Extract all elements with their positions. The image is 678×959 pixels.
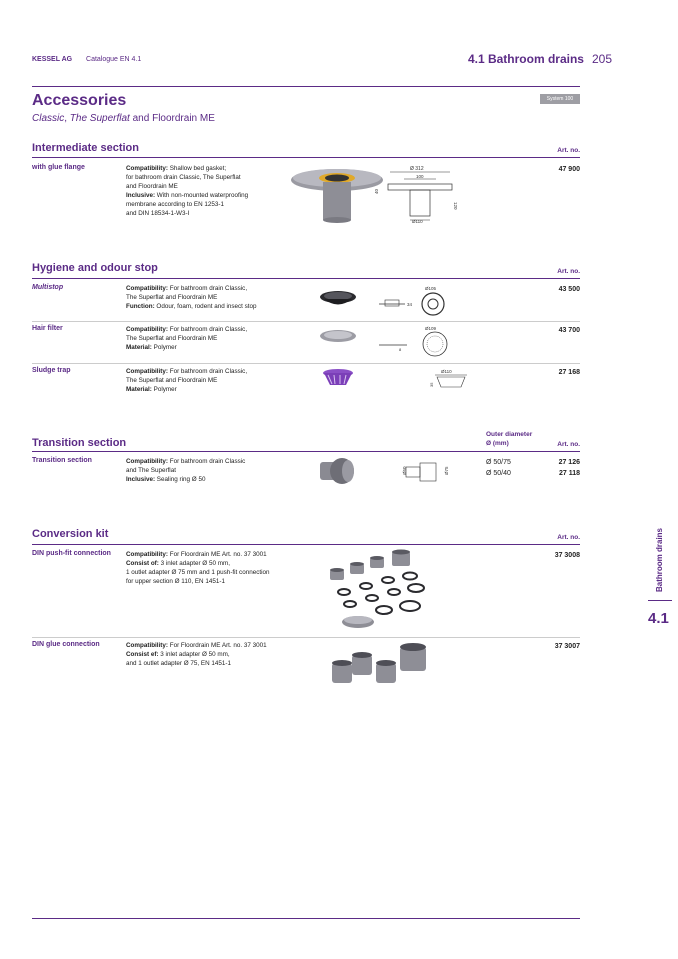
desc-line: for bathroom drain Classic, The Superflat: [126, 174, 241, 181]
product-name: Hair filter: [32, 325, 63, 332]
sludge-trap-photo: [320, 367, 356, 389]
product-name: Sludge trap: [32, 367, 71, 374]
product-name: Transition section: [32, 457, 92, 464]
desc-line: Consist of: 3 inlet adapter Ø 50 mm,: [126, 560, 230, 567]
section-header-transition: [32, 424, 580, 452]
catalogue-label: Catalogue EN 4.1: [86, 56, 142, 63]
outer-diameter-values: Ø 50/75 Ø 50/40: [486, 459, 511, 477]
desc-line: Compatibility: For bathroom drain Classic: [126, 458, 246, 465]
desc-line: Compatibility: Shallow bed gasket;: [126, 165, 227, 172]
desc-line: Function: Odour, foam, rodent and insect stop: [126, 303, 257, 310]
svg-text:35: 35: [429, 382, 434, 387]
multistop-photo: [318, 288, 358, 310]
section-header-hygiene: [32, 258, 580, 279]
section-divider: [32, 544, 580, 545]
svg-text:8: 8: [399, 347, 402, 352]
desc-line: membrane according to EN 1253-1: [126, 201, 225, 208]
article-number: 43 500: [558, 286, 580, 293]
product-name: DIN push-fit connection: [32, 550, 111, 557]
footer-divider: [32, 918, 580, 919]
product-description: [126, 641, 306, 668]
subtitle-rest: and Floordrain ME: [129, 113, 215, 124]
desc-line: Inclusive: Sealing ring Ø 50: [126, 476, 206, 483]
product-description: [126, 367, 296, 394]
section-divider: [32, 451, 580, 452]
side-chapter-label: Bathroom drains: [655, 527, 664, 592]
page-number: 205: [591, 52, 612, 66]
subtitle-superflat: The Superflat: [69, 113, 130, 124]
section-title: Hygiene and odour stop: [32, 262, 158, 274]
svg-text:Ø110: Ø110: [441, 369, 452, 374]
section-title: Transition section: [32, 437, 127, 449]
section-header-intermediate: [32, 138, 580, 158]
page-subtitle: [32, 113, 215, 124]
glue-flange-drawing: [370, 162, 470, 224]
product-description: [126, 164, 296, 218]
hair-filter-photo: [318, 327, 358, 345]
product-row-transition: [32, 453, 580, 497]
subtitle-comma: ,: [64, 113, 70, 124]
side-divider: [648, 600, 672, 601]
svg-text:120: 120: [453, 202, 458, 210]
desc-line: and DIN 18534-1-W3-I: [126, 210, 190, 217]
article-number: 47 900: [558, 166, 580, 173]
desc-line: Material: Polymer: [126, 386, 177, 393]
side-chapter-number: 4.1: [648, 610, 669, 627]
multistop-drawing: [377, 282, 457, 318]
article-number: 27 168: [558, 369, 580, 376]
desc-line: Compatibility: For Floordrain ME Art. no. 37 3001: [126, 551, 267, 558]
hair-filter-drawing: [377, 323, 457, 359]
article-number: 37 3007: [554, 643, 580, 650]
product-row-din-glue: [32, 637, 580, 691]
row-divider: [32, 363, 580, 364]
product-name: DIN glue connection: [32, 641, 100, 648]
section-title: 4.1 Bathroom drains: [467, 52, 584, 66]
product-description: [126, 284, 296, 311]
row-divider: [32, 637, 580, 638]
product-description: [126, 550, 306, 586]
product-description: [126, 457, 296, 484]
svg-text:Ø105: Ø105: [425, 286, 437, 291]
section-divider: [32, 278, 580, 279]
transition-drawing: [394, 457, 456, 487]
desc-line: Compatibility: For bathroom drain Classic,: [126, 368, 248, 375]
desc-line: and The Superflat: [126, 467, 176, 474]
system-badge: System 100: [540, 94, 580, 104]
desc-line: Inclusive: With non-mounted waterproofing: [126, 192, 249, 199]
section-title: Conversion kit: [32, 528, 109, 540]
product-row-din-push-fit: [32, 546, 580, 636]
svg-text:100: 100: [416, 174, 424, 179]
product-row-sludge-trap: [32, 363, 580, 403]
product-row-glue-flange: [32, 160, 580, 240]
desc-line: Material: Polymer: [126, 344, 177, 351]
header-divider: [32, 86, 580, 87]
svg-text:Ø75: Ø75: [444, 466, 449, 475]
section-header-conversion: [32, 524, 580, 545]
page-title: Accessories: [32, 92, 127, 109]
desc-line: The Superflat and Floordrain ME: [126, 294, 218, 301]
transition-photo: [318, 455, 358, 485]
svg-text:Ø50: Ø50: [402, 466, 407, 475]
desc-line: for upper section Ø 110, EN 1451-1: [126, 578, 225, 585]
product-description: [126, 325, 296, 352]
svg-text:34: 34: [407, 302, 413, 307]
desc-line: 1 outlet adapter Ø 75 mm and 1 push-fit connection: [126, 569, 270, 576]
outer-diameter-label: Outer diameter Ø (mm): [486, 431, 533, 447]
product-row-multistop: [32, 280, 580, 320]
desc-line: Compatibility: For Floordrain ME Art. no. 37 3001: [126, 642, 267, 649]
desc-line: The Superflat and Floordrain ME: [126, 377, 218, 384]
row-divider: [32, 321, 580, 322]
section-divider: [32, 157, 580, 158]
desc-line: Compatibility: For bathroom drain Classic,: [126, 285, 248, 292]
art-no-label: Art. no.: [557, 534, 580, 541]
desc-line: and Floordrain ME: [126, 183, 178, 190]
subtitle-classic: Classic: [32, 113, 65, 124]
desc-line: Consist ef: 3 inlet adapter Ø 50 mm,: [126, 651, 230, 658]
product-name: Multistop: [32, 284, 64, 291]
sludge-trap-drawing: [427, 367, 477, 391]
article-number: 37 3008: [554, 552, 580, 559]
svg-text:Ø 312: Ø 312: [410, 166, 424, 172]
header-left: [32, 56, 153, 63]
product-row-hair-filter: [32, 321, 580, 361]
art-no-label: Art. no.: [557, 147, 580, 154]
desc-line: and 1 outlet adapter Ø 75, EN 1451-1: [126, 660, 232, 667]
header-right: [468, 52, 612, 66]
company-name: KESSEL AG: [32, 56, 73, 63]
push-fit-kit-photo: [326, 548, 438, 634]
article-numbers: 27 126 27 118: [558, 459, 580, 477]
art-no-label: Art. no.: [557, 441, 580, 448]
svg-text:Ø110: Ø110: [412, 219, 423, 224]
section-title: Intermediate section: [32, 142, 139, 154]
svg-text:Ø109: Ø109: [425, 326, 437, 331]
product-name: with glue flange: [32, 164, 85, 171]
desc-line: The Superflat and Floordrain ME: [126, 335, 218, 342]
glue-kit-photo: [330, 641, 438, 689]
art-no-label: Art. no.: [557, 268, 580, 275]
desc-line: Compatibility: For bathroom drain Classic,: [126, 326, 248, 333]
svg-text:40: 40: [374, 188, 379, 194]
article-number: 43 700: [558, 327, 580, 334]
